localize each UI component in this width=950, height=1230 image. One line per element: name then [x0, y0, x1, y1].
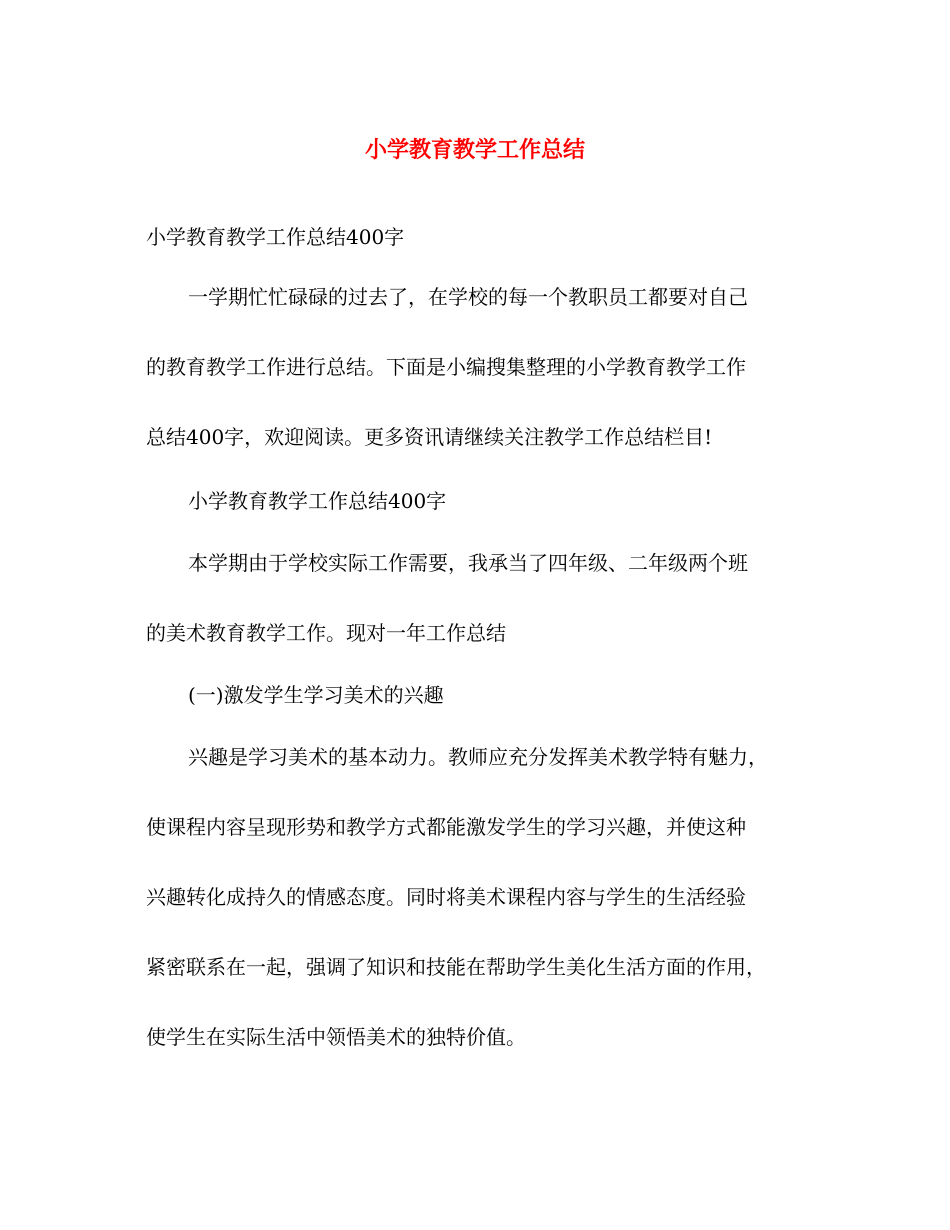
paragraph-3-line-3: 兴趣转化成持久的情感态度。同时将美术课程内容与学生的生活经验 — [146, 885, 746, 909]
paragraph-3-line-1: 兴趣是学习美术的基本动力。教师应充分发挥美术教学特有魅力， — [188, 745, 768, 769]
paragraph-3-line-5: 使学生在实际生活中领悟美术的独特价值。 — [146, 1025, 526, 1049]
paragraph-3-line-2: 使课程内容呈现形势和教学方式都能激发学生的学习兴趣，并使这种 — [146, 815, 746, 839]
paragraph-3-line-4: 紧密联系在一起，强调了知识和技能在帮助学生美化生活方面的作用， — [146, 955, 766, 979]
paragraph-1-line-3: 总结400字，欢迎阅读。更多资讯请继续关注教学工作总结栏目! — [146, 425, 713, 449]
paragraph-2-line-1: 本学期由于学校实际工作需要，我承当了四年级、二年级两个班 — [188, 551, 748, 575]
subtitle-line: 小学教育教学工作总结400字 — [146, 225, 405, 249]
paragraph-2-line-2: 的美术教育教学工作。现对一年工作总结 — [146, 621, 506, 645]
paragraph-1-line-2: 的教育教学工作进行总结。下面是小编搜集整理的小学教育教学工作 — [146, 355, 746, 379]
document-title: 小学教育教学工作总结 — [364, 137, 585, 163]
paragraph-1-line-1: 一学期忙忙碌碌的过去了，在学校的每一个教职员工都要对自己 — [188, 285, 748, 309]
subheading-line: (一)激发学生学习美术的兴趣 — [188, 683, 444, 707]
section-heading-line: 小学教育教学工作总结400字 — [188, 489, 447, 513]
